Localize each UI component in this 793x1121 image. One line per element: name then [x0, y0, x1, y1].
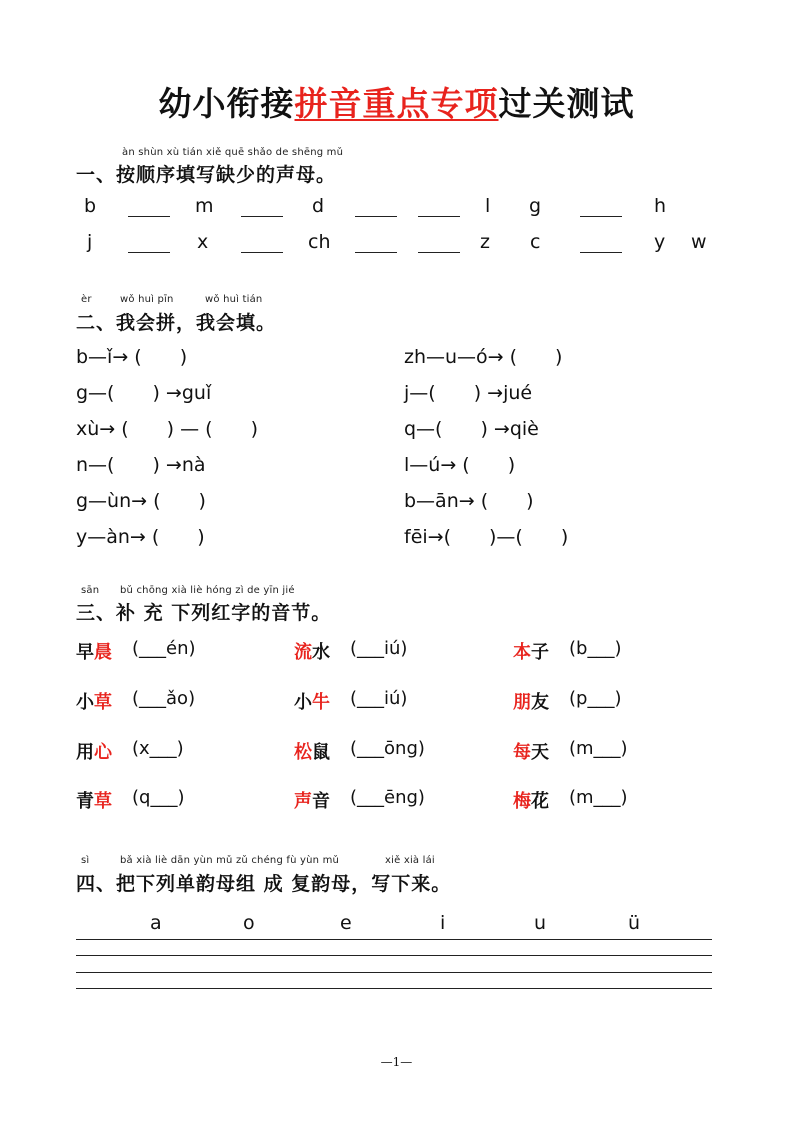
title-part-1: 幼小衔接 — [158, 84, 295, 123]
s3-char: 青 — [76, 791, 94, 812]
s3-syllable-blank[interactable]: (___ēng) — [350, 787, 425, 808]
s3-pinyin: bǔ chōng xià liè hóng zì de yīn jié — [120, 585, 295, 596]
s1-heading: 一、按顺序填写缺少的声母。 — [76, 164, 337, 186]
page-title — [0, 78, 793, 125]
s3-char: 流 — [294, 642, 312, 663]
s1-letter: m — [195, 195, 214, 217]
writing-line[interactable] — [76, 939, 712, 940]
s3-char: 松 — [294, 742, 312, 763]
s3-char: 天 — [531, 742, 549, 763]
s3-char: 朋 — [513, 692, 531, 713]
s1-letter: w — [691, 231, 707, 253]
answer-blank[interactable] — [128, 250, 170, 253]
s2-exercise: b—ǐ→ ( ) — [76, 346, 188, 368]
s1-letter: c — [530, 231, 541, 253]
s3-char: 心 — [94, 742, 112, 763]
s3-char: 小 — [76, 692, 94, 713]
s3-syllable-blank[interactable]: (m___) — [569, 738, 628, 759]
s2-pinyin: wǒ huì tián — [205, 294, 263, 305]
s2-exercise: q—( ) →qiè — [404, 418, 539, 440]
writing-line[interactable] — [76, 988, 712, 989]
answer-blank[interactable] — [241, 214, 283, 217]
s3-char: 梅 — [513, 791, 531, 812]
s2-pinyin: èr — [81, 294, 92, 305]
s3-heading: 三、补 充 下列红字的音节。 — [76, 602, 332, 624]
s3-char: 子 — [531, 642, 549, 663]
s3-char: 花 — [531, 791, 549, 812]
s3-syllable-blank[interactable]: (q___) — [132, 787, 185, 808]
page-number: —1— — [380, 1055, 413, 1069]
s2-exercise: l—ú→ ( ) — [404, 454, 516, 476]
writing-line[interactable] — [76, 955, 712, 956]
s3-word — [294, 787, 330, 813]
s3-word — [76, 638, 112, 664]
s3-syllable-blank[interactable]: (___ǎo) — [132, 688, 196, 709]
s4-pinyin: xiě xià lái — [385, 855, 435, 866]
s1-letter: b — [84, 195, 97, 217]
vowel: i — [440, 912, 446, 934]
s3-word — [513, 638, 549, 664]
s3-word — [294, 738, 330, 764]
s4-heading: 四、把下列单韵母组 成 复韵母，写下来。 — [76, 873, 452, 895]
s3-syllable-blank[interactable]: (x___) — [132, 738, 184, 759]
s3-char: 本 — [513, 642, 531, 663]
s1-letter: x — [197, 231, 209, 253]
s3-char: 牛 — [312, 692, 330, 713]
answer-blank[interactable] — [355, 214, 397, 217]
s3-syllable-blank[interactable]: (p___) — [569, 688, 622, 709]
writing-line[interactable] — [76, 972, 712, 973]
answer-blank[interactable] — [580, 250, 622, 253]
s4-pinyin: bǎ xià liè dān yùn mǔ zǔ chéng fù yùn mǔ — [120, 855, 340, 866]
s1-letter: d — [312, 195, 325, 217]
s2-pinyin: wǒ huì pīn — [120, 294, 174, 305]
s2-exercise: y—àn→ ( ) — [76, 526, 205, 548]
s3-char: 草 — [94, 791, 112, 812]
s1-letter: g — [529, 195, 542, 217]
s3-char: 用 — [76, 742, 94, 763]
s2-heading: 二、我会拼，我会填。 — [76, 312, 277, 334]
vowel: a — [150, 912, 162, 934]
s3-char: 音 — [312, 791, 330, 812]
s3-word — [76, 688, 112, 714]
s3-word — [513, 787, 549, 813]
s3-char: 鼠 — [312, 742, 330, 763]
s3-syllable-blank[interactable]: (___én) — [132, 638, 196, 659]
s1-letter: y — [654, 231, 666, 253]
s1-letter: z — [480, 231, 490, 253]
s3-word — [294, 638, 330, 664]
s1-letter: j — [87, 231, 93, 253]
vowel: u — [534, 912, 547, 934]
s3-char: 草 — [94, 692, 112, 713]
s3-char: 声 — [294, 791, 312, 812]
vowel: o — [243, 912, 255, 934]
s3-word — [513, 688, 549, 714]
vowel: e — [340, 912, 352, 934]
s3-pinyin: sān — [81, 585, 100, 596]
title-part-2: 过关测试 — [498, 84, 635, 123]
answer-blank[interactable] — [418, 250, 460, 253]
answer-blank[interactable] — [128, 214, 170, 217]
s3-syllable-blank[interactable]: (m___) — [569, 787, 628, 808]
s1-letter: ch — [308, 231, 331, 253]
s3-word — [294, 688, 330, 714]
s2-exercise: g—( ) →guǐ — [76, 382, 212, 404]
s3-syllable-blank[interactable]: (___ōng) — [350, 738, 425, 759]
answer-blank[interactable] — [241, 250, 283, 253]
s2-exercise: zh—u—ó→ ( ) — [404, 346, 563, 368]
s1-letter: l — [485, 195, 491, 217]
s3-char: 友 — [531, 692, 549, 713]
s2-exercise: n—( ) →nà — [76, 454, 206, 476]
s3-word — [76, 738, 112, 764]
s2-exercise: xù→ ( ) — ( ) — [76, 418, 258, 440]
s3-char: 水 — [312, 642, 330, 663]
s2-exercise: b—ān→ ( ) — [404, 490, 534, 512]
s3-syllable-blank[interactable]: (___iú) — [350, 688, 408, 709]
s3-char: 每 — [513, 742, 531, 763]
s3-word — [513, 738, 549, 764]
s1-letter: h — [654, 195, 667, 217]
s3-syllable-blank[interactable]: (b___) — [569, 638, 622, 659]
s2-exercise: fēi→( )—( ) — [404, 526, 569, 548]
s3-char: 小 — [294, 692, 312, 713]
vowel: ü — [628, 912, 641, 934]
s1-pinyin: àn shùn xù tián xiě quē shǎo de shēng mǔ — [122, 147, 344, 158]
s4-pinyin: sì — [81, 855, 90, 866]
s2-exercise: g—ùn→ ( ) — [76, 490, 206, 512]
answer-blank[interactable] — [580, 214, 622, 217]
s3-char: 晨 — [94, 642, 112, 663]
title-highlight: 拼音重点专项 — [294, 84, 499, 123]
s3-char: 早 — [76, 642, 94, 663]
s3-syllable-blank[interactable]: (___iú) — [350, 638, 408, 659]
s3-word — [76, 787, 112, 813]
answer-blank[interactable] — [355, 250, 397, 253]
s2-exercise: j—( ) →jué — [404, 382, 533, 404]
answer-blank[interactable] — [418, 214, 460, 217]
